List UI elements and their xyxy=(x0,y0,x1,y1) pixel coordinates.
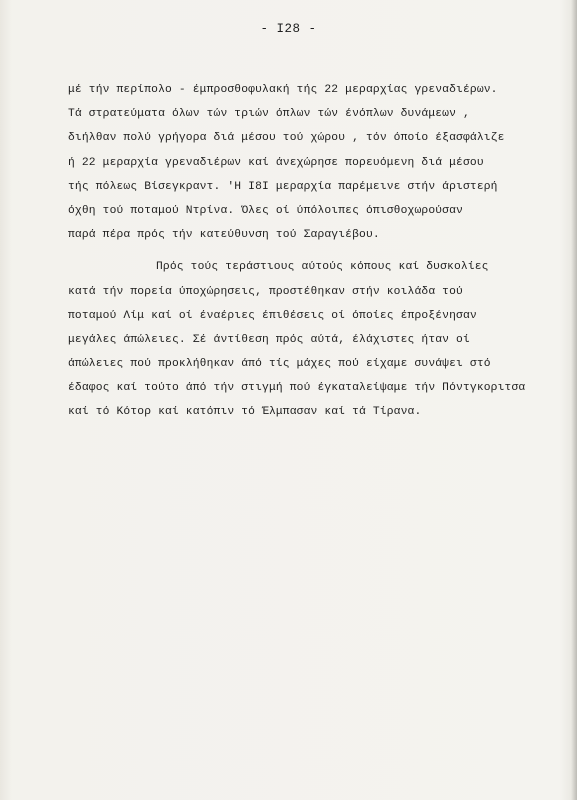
paragraph-1 xyxy=(68,78,577,247)
paragraph-spacer xyxy=(68,247,577,255)
text-line: Τά στρατεύματα όλων τών τριών όπλων τών ένόπλων δυνάμεων , xyxy=(68,108,470,121)
text-line: Πρός τούς τεράστιους αύτούς κόπους καί δυσκολίες xyxy=(156,261,489,274)
text-line: μέ τήν περίπολο - έμπροσθοφυλακή τής 22 μεραρχίας γρεναδιέρων. xyxy=(68,84,498,96)
text-line: κατά τήν πορεία ύποχώρησεις, προστέθηκαν στήν κοιλάδα τού xyxy=(68,285,463,298)
text-line: όχθη τού ποταμού Ντρίνα. Όλες οί ύπόλοιπες όπισθοχωρούσαν xyxy=(68,204,463,217)
page-number: - I28 - xyxy=(260,22,317,36)
paragraph-2 xyxy=(68,255,577,424)
text-line: ή 22 μεραρχία γρεναδιέρων καί άνεχώρησε πορευόμενη διά μέσου xyxy=(68,156,484,169)
document-body xyxy=(68,78,577,425)
page-edge-shadow xyxy=(571,0,577,800)
text-line: άπώλειες πού προκλήθηκαν άπό τίς μάχες πού είχαμε συνάψει στό xyxy=(68,358,491,371)
text-line: καί τό Κότορ καί κατόπιν τό Έλμπασαν καί τά Τίρανα. xyxy=(68,406,422,419)
text-line: έδαφος καί τούτο άπό τήν στιγμή πού έγκαταλείψαμε τήν Πόντγκοριτσα xyxy=(68,382,526,395)
text-line: τής πόλεως Βίσεγκραντ. 'Η Ι8Ι μεραρχία παρέμεινε στήν άριστερή xyxy=(68,180,498,193)
text-line: διήλθαν πολύ γρήγορα διά μέσου τού χώρου , τόν όποίο έξασφάλιζε xyxy=(68,132,505,145)
text-line: ποταμού Λίμ καί οί έναέριες έπιθέσεις οί όποίες έπροξένησαν xyxy=(68,309,477,322)
text-line: παρά πέρα πρός τήν κατεύθυνση τού Σαραγιέβου. xyxy=(68,229,380,242)
text-line: μεγάλες άπώλειες. Σέ άντίθεση πρός αύτά, έλάχιστες ήταν οί xyxy=(68,333,470,346)
